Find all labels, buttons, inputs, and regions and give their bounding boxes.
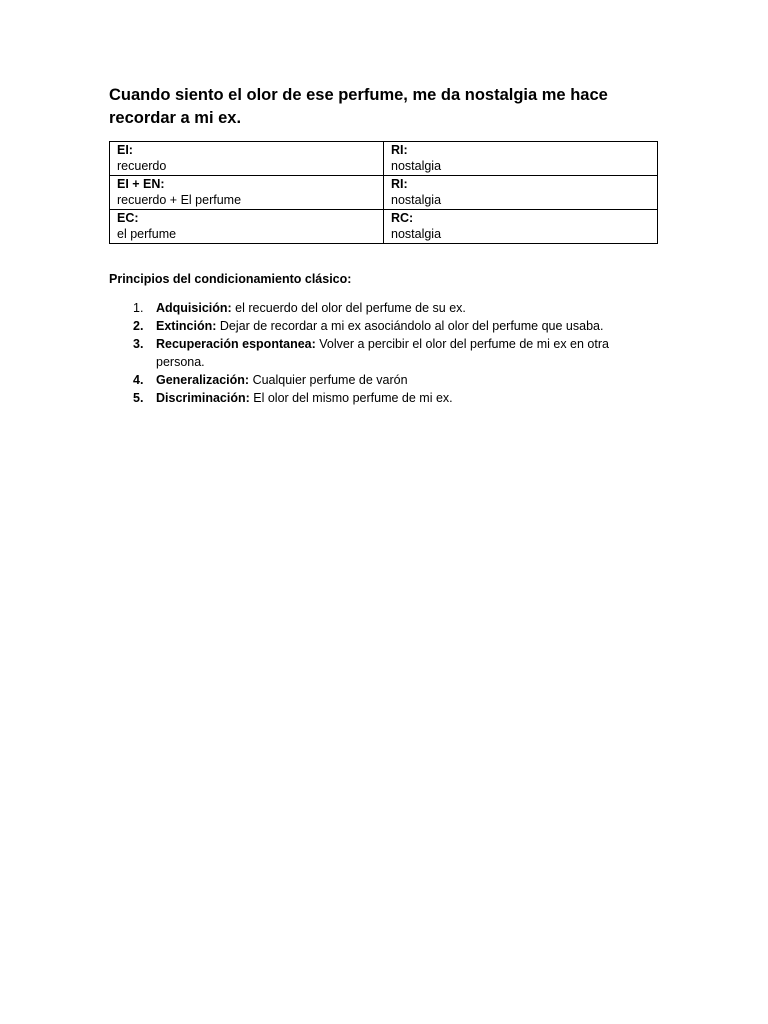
cell-label: EI: — [117, 143, 133, 157]
cell-label: RC: — [391, 211, 414, 225]
list-number: 1. — [133, 301, 144, 315]
table-cell — [110, 210, 384, 244]
table-cell — [384, 176, 658, 210]
cell-value: nostalgia — [391, 192, 442, 207]
principle-text: Dejar de recordar a mi ex asociándolo al olor del perfume que usaba. — [216, 319, 604, 333]
table-row — [110, 142, 658, 176]
principles-list — [109, 299, 609, 407]
cell-label: EC: — [117, 211, 139, 225]
table-row — [110, 210, 658, 244]
table-cell — [110, 176, 384, 210]
cell-value: recuerdo — [117, 158, 167, 173]
list-item — [109, 389, 609, 407]
list-number: 3. — [133, 337, 144, 351]
principle-term: Discriminación: — [156, 391, 250, 405]
list-item — [109, 371, 609, 389]
document-page — [109, 84, 659, 407]
principle-term: Extinción: — [156, 319, 217, 333]
principle-text: Volver a percibir el olor del perfume de mi ex en otra persona. — [156, 337, 609, 369]
cell-value: nostalgia — [391, 226, 442, 241]
table-cell — [384, 142, 658, 176]
document-title: Cuando siento el olor de ese perfume, me da nostalgia me hace recordar a mi ex. — [109, 86, 608, 127]
cell-label: RI: — [391, 143, 408, 157]
cell-value: recuerdo + El perfume — [117, 192, 242, 207]
principle-term: Generalización: — [156, 373, 250, 387]
principle-term: Recuperación espontanea: — [156, 337, 316, 351]
list-number: 2. — [133, 319, 144, 333]
cell-value: nostalgia — [391, 158, 442, 173]
cell-value: el perfume — [117, 226, 177, 241]
cell-label: EI + EN: — [117, 177, 165, 191]
list-number: 5. — [133, 391, 144, 405]
principle-text: el recuerdo del olor del perfume de su ex. — [231, 301, 466, 315]
list-item — [109, 299, 609, 317]
table-row — [110, 176, 658, 210]
cell-label: RI: — [391, 177, 408, 191]
principle-text: El olor del mismo perfume de mi ex. — [249, 391, 453, 405]
principle-term: Adquisición: — [156, 301, 232, 315]
table-cell — [110, 142, 384, 176]
list-item — [109, 317, 609, 335]
list-number: 4. — [133, 373, 144, 387]
table-cell — [384, 210, 658, 244]
list-item — [109, 335, 609, 371]
conditioning-table — [109, 141, 658, 244]
principles-heading: Principios del condicionamiento clásico: — [109, 272, 352, 286]
principle-text: Cualquier perfume de varón — [249, 373, 408, 387]
